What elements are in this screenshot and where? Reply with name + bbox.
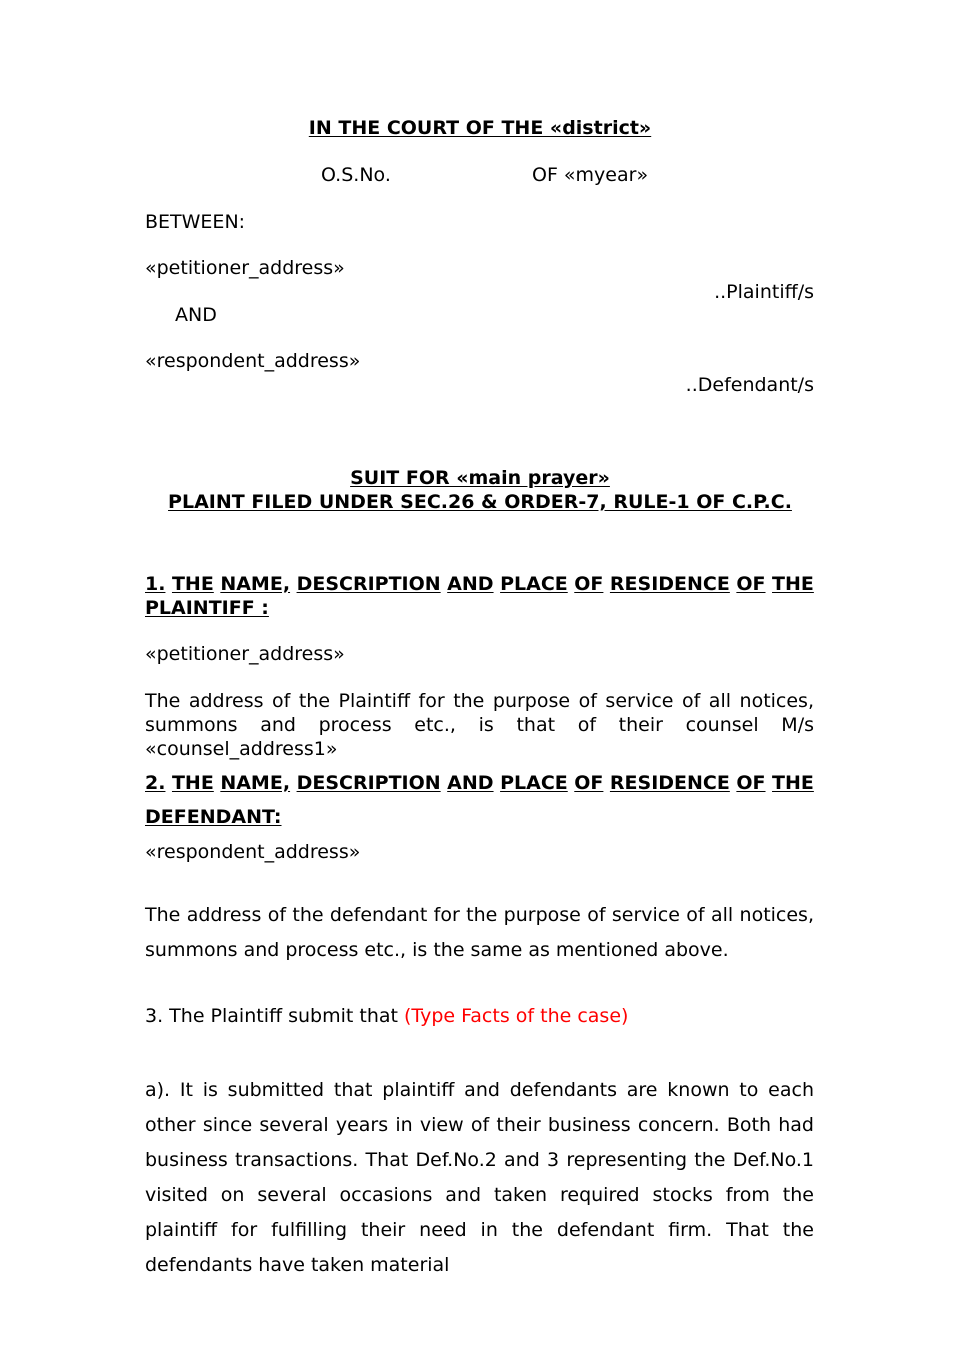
section1-address: «petitioner_address» <box>145 643 345 665</box>
petitioner-address: «petitioner_address» <box>145 257 345 279</box>
heading-word: AND <box>447 573 494 595</box>
section3-placeholder: (Type Facts of the case) <box>404 1005 629 1027</box>
court-title: IN THE COURT OF THE «district» <box>308 117 652 139</box>
heading-word: OF <box>574 573 604 595</box>
heading-word: OF <box>574 772 604 794</box>
heading-word: NAME, <box>220 573 291 595</box>
respondent-address: «respondent_address» <box>145 350 361 372</box>
heading-word: RESIDENCE <box>609 573 730 595</box>
heading-word: OF <box>736 772 766 794</box>
heading-word: THE <box>772 772 814 794</box>
section2-heading-line1 <box>145 771 814 795</box>
section2-address: «respondent_address» <box>145 841 361 863</box>
heading-word: PLACE <box>500 573 568 595</box>
of-year-label: OF «myear» <box>532 164 649 186</box>
heading-word: THE <box>171 772 214 794</box>
and-label: AND <box>175 304 217 326</box>
os-number-label: O.S.No. <box>321 164 391 186</box>
heading-word: PLACE <box>500 772 568 794</box>
heading-word: DESCRIPTION <box>296 573 441 595</box>
heading-word: THE <box>772 573 814 595</box>
heading-word: DESCRIPTION <box>296 772 441 794</box>
section2-paragraph: The address of the defendant for the purpose of service of all notices, summons and process etc., is the same as mentioned above. <box>145 904 814 961</box>
section1-heading-line2: PLAINTIFF : <box>145 597 269 619</box>
heading-word: RESIDENCE <box>609 772 730 794</box>
heading-word: 2. <box>145 772 166 794</box>
paragraph-a: a). It is submitted that plaintiff and defendants are known to each other since several years in view of their business concern. Both had business transactions. That Def.No.2 and 3 representing the Def.No.1 visited on several occasions and taken required stocks from the plaintiff for fulfilling their need in the defendant firm. That the defendants have taken material <box>145 1079 814 1276</box>
between-label: BETWEEN: <box>145 211 246 233</box>
plaintiff-label: ..Plaintiff/s <box>714 281 814 303</box>
heading-word: THE <box>171 573 214 595</box>
section3-text: 3. The Plaintiff submit that <box>145 1005 405 1027</box>
section3-intro <box>145 1004 628 1028</box>
plaint-filed-heading: PLAINT FILED UNDER SEC.26 & ORDER-7, RULE-1 OF C.P.C. <box>168 491 792 513</box>
heading-word: NAME, <box>220 772 291 794</box>
heading-word: OF <box>736 573 766 595</box>
heading-word: AND <box>447 772 494 794</box>
suit-for-heading: SUIT FOR «main prayer» <box>350 467 610 489</box>
section1-heading-line1 <box>145 572 814 596</box>
defendant-label: ..Defendant/s <box>685 374 814 396</box>
section1-paragraph: The address of the Plaintiff for the purpose of service of all notices, summons and process etc., is that of their counsel M/s «counsel_address1» <box>145 690 814 760</box>
section2-heading-line2: DEFENDANT: <box>145 806 282 828</box>
heading-word: 1. <box>145 573 166 595</box>
